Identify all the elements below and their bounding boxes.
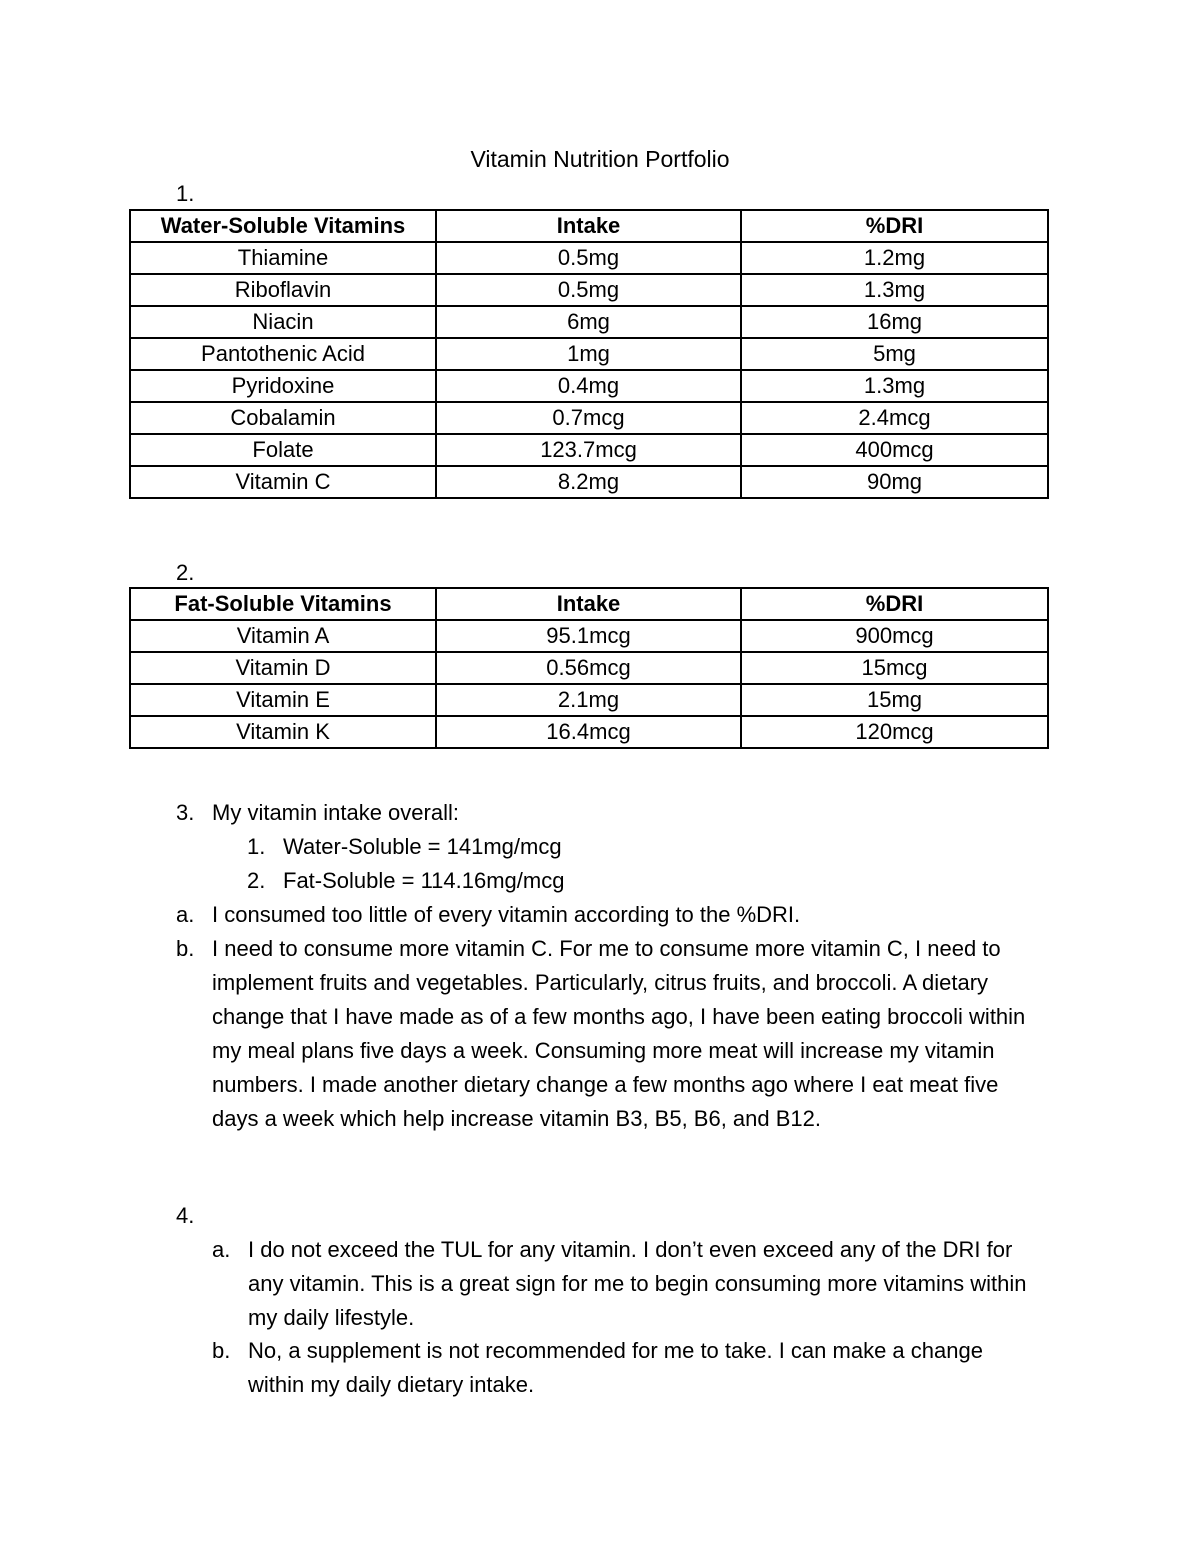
dri-cell: 2.4mcg	[741, 402, 1048, 434]
table-row	[130, 370, 1048, 402]
vitamin-name-cell: Vitamin K	[130, 716, 436, 748]
fat-soluble-total: Fat-Soluble = 114.16mg/mcg	[283, 868, 565, 893]
dri-cell: 15mg	[741, 684, 1048, 716]
answer-4b-text: No, a supplement is not recommended for me to take. I can make a change within my daily dietary intake.	[248, 1338, 983, 1397]
column-header-intake: Intake	[436, 210, 741, 242]
table-row	[130, 684, 1048, 716]
table-row	[130, 620, 1048, 652]
section-2-number: 2.	[176, 560, 195, 585]
fat-soluble-table	[129, 587, 1049, 749]
answer-3b-marker: b.	[176, 936, 195, 961]
column-header-dri: %DRI	[741, 588, 1048, 620]
vitamin-name-cell: Cobalamin	[130, 402, 436, 434]
table-row	[130, 652, 1048, 684]
table-row	[130, 434, 1048, 466]
table-header-row	[130, 210, 1048, 242]
table-row	[130, 306, 1048, 338]
section-3-number: 3.	[176, 800, 195, 825]
table-row	[130, 402, 1048, 434]
intake-cell: 0.5mg	[436, 274, 741, 306]
table-header-row	[130, 588, 1048, 620]
column-header-vitamin: Water-Soluble Vitamins	[130, 210, 436, 242]
answer-3b-text: I need to consume more vitamin C. For me to consume more vitamin C, I need to implement fruits and vegetables. Particularly, citrus fruits, and broccoli. A dietary change that I have made as of a few months ago, I have been eating broccoli within my meal plans five days a week. Consuming more meat will increase my vitamin numbers. I made another dietary change a few months ago where I eat meat five days a week which help increase vitamin B3, B5, B6, and B12.	[212, 936, 1026, 1131]
water-soluble-table	[129, 209, 1049, 499]
intake-cell: 2.1mg	[436, 684, 741, 716]
vitamin-name-cell: Riboflavin	[130, 274, 436, 306]
vitamin-name-cell: Folate	[130, 434, 436, 466]
water-soluble-total: Water-Soluble = 141mg/mcg	[283, 834, 562, 859]
section-3-heading: My vitamin intake overall:	[212, 800, 459, 825]
intake-cell: 95.1mcg	[436, 620, 741, 652]
intake-cell: 8.2mg	[436, 466, 741, 498]
intake-cell: 0.7mcg	[436, 402, 741, 434]
vitamin-name-cell: Vitamin D	[130, 652, 436, 684]
section-4-number: 4.	[176, 1203, 195, 1228]
page-title: Vitamin Nutrition Portfolio	[470, 146, 730, 172]
answer-4a-marker: a.	[212, 1237, 231, 1262]
vitamin-name-cell: Vitamin C	[130, 466, 436, 498]
intake-cell: 1mg	[436, 338, 741, 370]
dri-cell: 90mg	[741, 466, 1048, 498]
column-header-vitamin: Fat-Soluble Vitamins	[130, 588, 436, 620]
answer-4a-text: I do not exceed the TUL for any vitamin. I don’t even exceed any of the DRI for any vitamin. This is a great sign for me to begin consuming more vitamins within my daily lifestyle.	[248, 1237, 1027, 1330]
table-row	[130, 466, 1048, 498]
vitamin-name-cell: Niacin	[130, 306, 436, 338]
intake-cell: 0.5mg	[436, 242, 741, 274]
dri-cell: 120mcg	[741, 716, 1048, 748]
dri-cell: 5mg	[741, 338, 1048, 370]
table-row	[130, 242, 1048, 274]
table-row	[130, 274, 1048, 306]
dri-cell: 400mcg	[741, 434, 1048, 466]
sub-item-1-marker: 1.	[247, 834, 266, 859]
table-row	[130, 338, 1048, 370]
vitamin-name-cell: Pyridoxine	[130, 370, 436, 402]
vitamin-name-cell: Pantothenic Acid	[130, 338, 436, 370]
vitamin-name-cell: Thiamine	[130, 242, 436, 274]
column-header-dri: %DRI	[741, 210, 1048, 242]
intake-cell: 0.56mcg	[436, 652, 741, 684]
answer-3a-marker: a.	[176, 902, 195, 927]
section-1-number: 1.	[176, 181, 195, 206]
dri-cell: 1.2mg	[741, 242, 1048, 274]
answer-4b-marker: b.	[212, 1338, 231, 1363]
answer-3a-text: I consumed too little of every vitamin according to the %DRI.	[212, 902, 801, 927]
vitamin-name-cell: Vitamin A	[130, 620, 436, 652]
dri-cell: 15mcg	[741, 652, 1048, 684]
sub-item-2-marker: 2.	[247, 868, 266, 893]
dri-cell: 16mg	[741, 306, 1048, 338]
vitamin-name-cell: Vitamin E	[130, 684, 436, 716]
intake-cell: 16.4mcg	[436, 716, 741, 748]
column-header-intake: Intake	[436, 588, 741, 620]
dri-cell: 1.3mg	[741, 370, 1048, 402]
table-row	[130, 716, 1048, 748]
intake-cell: 6mg	[436, 306, 741, 338]
dri-cell: 900mcg	[741, 620, 1048, 652]
intake-cell: 123.7mcg	[436, 434, 741, 466]
dri-cell: 1.3mg	[741, 274, 1048, 306]
intake-cell: 0.4mg	[436, 370, 741, 402]
